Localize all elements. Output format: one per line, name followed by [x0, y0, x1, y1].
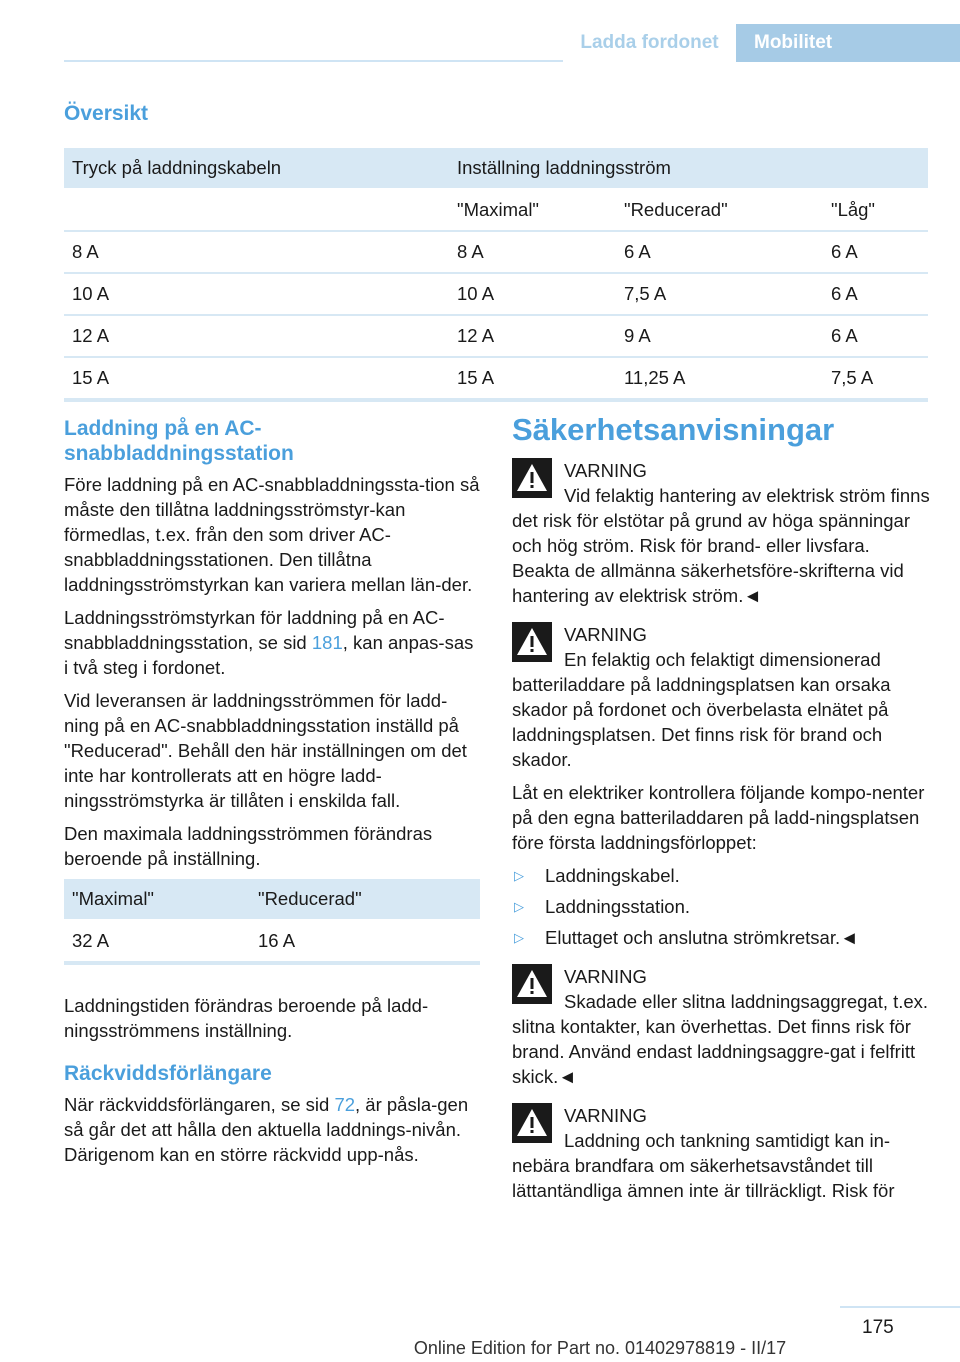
warning-icon [512, 622, 552, 662]
table-cell: 12 A [64, 315, 449, 357]
table-cell: 7,5 A [823, 357, 928, 400]
table-row [64, 315, 928, 357]
page-number-rule [840, 1306, 960, 1308]
warning-block [512, 1103, 930, 1203]
table-cell: 10 A [449, 273, 616, 315]
table-cell: 16 A [250, 920, 480, 963]
sub-header: "Maximal" [449, 189, 616, 231]
list-item [512, 894, 930, 919]
list-item-text: Laddningskabel. [545, 865, 680, 886]
arrow-icon: ▷ [514, 930, 524, 945]
table-cell: 10 A [64, 273, 449, 315]
overview-table [64, 148, 928, 402]
warning-block [512, 622, 930, 950]
table-cell: 15 A [449, 357, 616, 400]
paragraph: Låt en elektriker kontrollera följande kompo-nenter på den egna batteriladdaren på ladd-ningsplatsen före första laddningsförloppet: [512, 782, 925, 853]
table-cell: 12 A [449, 315, 616, 357]
page-link-181[interactable]: 181 [311, 632, 343, 653]
warning-text: En felaktig och felaktigt dimensionerad batteriladdare på laddningsplatsen kan orsaka skador på fordonet och överbelasta elnätet på laddningsplatsen. Det finns risk för brand och skador. [512, 649, 891, 770]
warning-label: VARNING [564, 966, 647, 987]
text: När räckviddsförlängaren, se sid [64, 1094, 335, 1115]
table-cell: 8 A [449, 231, 616, 273]
table-cell: 6 A [616, 231, 823, 273]
page-number: 175 [862, 1317, 894, 1338]
table-header: "Reducerad" [250, 879, 480, 920]
list-item-text: Laddningsstation. [545, 896, 691, 917]
warning-icon [512, 964, 552, 1004]
page-link-72[interactable]: 72 [334, 1094, 356, 1115]
table-cell: 7,5 A [616, 273, 823, 315]
table-header: "Maximal" [64, 879, 250, 920]
text: , är påsla-gen så går det att hålla den aktuella laddnings-nivån. Därigenom kan en större räckvidd upp-nås. [64, 1094, 469, 1165]
table-row [64, 357, 928, 400]
range-extender-heading: Räckviddsförlängare [64, 1062, 272, 1085]
warning-text: Vid felaktig hantering av elektrisk ström finns det risk för elstötar på grund av höga spänningar och hög ström. Risk för brand- eller livsfara. Beakta de allmänna säkerhetsföre-skrifterna vid hantering av elektrisk ström.◄ [512, 485, 930, 606]
list-item [512, 863, 930, 888]
paragraph [64, 605, 480, 680]
paragraph: Vid leveransen är laddningsströmmen för ladd-ning på en AC-snabbladdningsstation inställd på "Reducerad". Behåll den här inställningen om det inte har kontrollerats att en högre ladd-ningsströmstyrka är tillåten i enskilda fall. [64, 690, 467, 811]
list-item-text: Eluttaget och anslutna strömkretsar.◄ [545, 927, 859, 948]
warning-block [512, 458, 930, 608]
col-cable-header: Tryck på laddningskabeln [64, 148, 449, 189]
paragraph [64, 1092, 480, 1167]
table-cell: 6 A [823, 231, 928, 273]
table-row [64, 231, 928, 273]
right-column [512, 412, 930, 1217]
left-column [64, 416, 480, 1175]
warning-icon [512, 458, 552, 498]
text: Laddningsströmstyrkan för laddning på en AC-snabbladdningsstation, se sid [64, 607, 445, 653]
table-cell: 8 A [64, 231, 449, 273]
empty-cell [64, 189, 449, 231]
table-row [64, 920, 480, 963]
warning-label: VARNING [564, 624, 647, 645]
warning-label: VARNING [564, 1105, 647, 1126]
safety-heading: Säkerhetsanvisningar [512, 412, 835, 447]
ac-heading: Laddning på en AC-snabbladdningsstation [64, 417, 294, 465]
sub-header: "Reducerad" [616, 189, 823, 231]
edition-footer: Online Edition for Part no. 01402978819 - II/17 [413, 1338, 787, 1358]
table-row [64, 273, 928, 315]
arrow-icon: ▷ [514, 868, 524, 883]
table-cell: 32 A [64, 920, 250, 963]
table-cell: 6 A [823, 273, 928, 315]
arrow-icon: ▷ [514, 899, 524, 914]
list-item [512, 925, 930, 950]
warning-icon [512, 1103, 552, 1143]
tab-mobilitet[interactable]: Mobilitet [736, 24, 960, 62]
table-cell: 6 A [823, 315, 928, 357]
tab-ladda-fordonet[interactable]: Ladda fordonet [563, 24, 736, 62]
warning-text: Skadade eller slitna laddningsaggregat, t.ex. slitna kontakter, kan överhettas. Det finns risk för brand. Använd endast laddningsaggre-gat i felfritt skick.◄ [512, 991, 929, 1087]
overview-title: Översikt [64, 102, 149, 125]
warning-block [512, 964, 930, 1089]
col-setting-header: Inställning laddningsström [449, 148, 928, 189]
table-cell: 11,25 A [616, 357, 823, 400]
sub-header: "Låg" [823, 189, 928, 231]
table-cell: 9 A [616, 315, 823, 357]
text: , kan anpas-sas i två steg i fordonet. [64, 632, 474, 678]
table-cell: 15 A [64, 357, 449, 400]
paragraph: Före laddning på en AC-snabbladdningssta-tion så måste den tillåtna laddningsströmstyr-kan förmedlas, t.ex. från den som driver AC-snabbladdningsstationen. Den tillåtna laddningsströmstyrkan kan variera mellan län-der. [64, 474, 480, 595]
ac-table [64, 879, 480, 965]
paragraph: Den maximala laddningsströmmen förändras beroende på inställning. [64, 823, 433, 869]
warning-label: VARNING [564, 460, 647, 481]
paragraph: Laddningstiden förändras beroende på ladd-ningsströmmens inställning. [64, 995, 429, 1041]
warning-text: Laddning och tankning samtidigt kan in-nebära brandfara om säkerhetsavståndet till lättantändliga ämnen inte är tillräckligt. Risk för [512, 1130, 895, 1201]
